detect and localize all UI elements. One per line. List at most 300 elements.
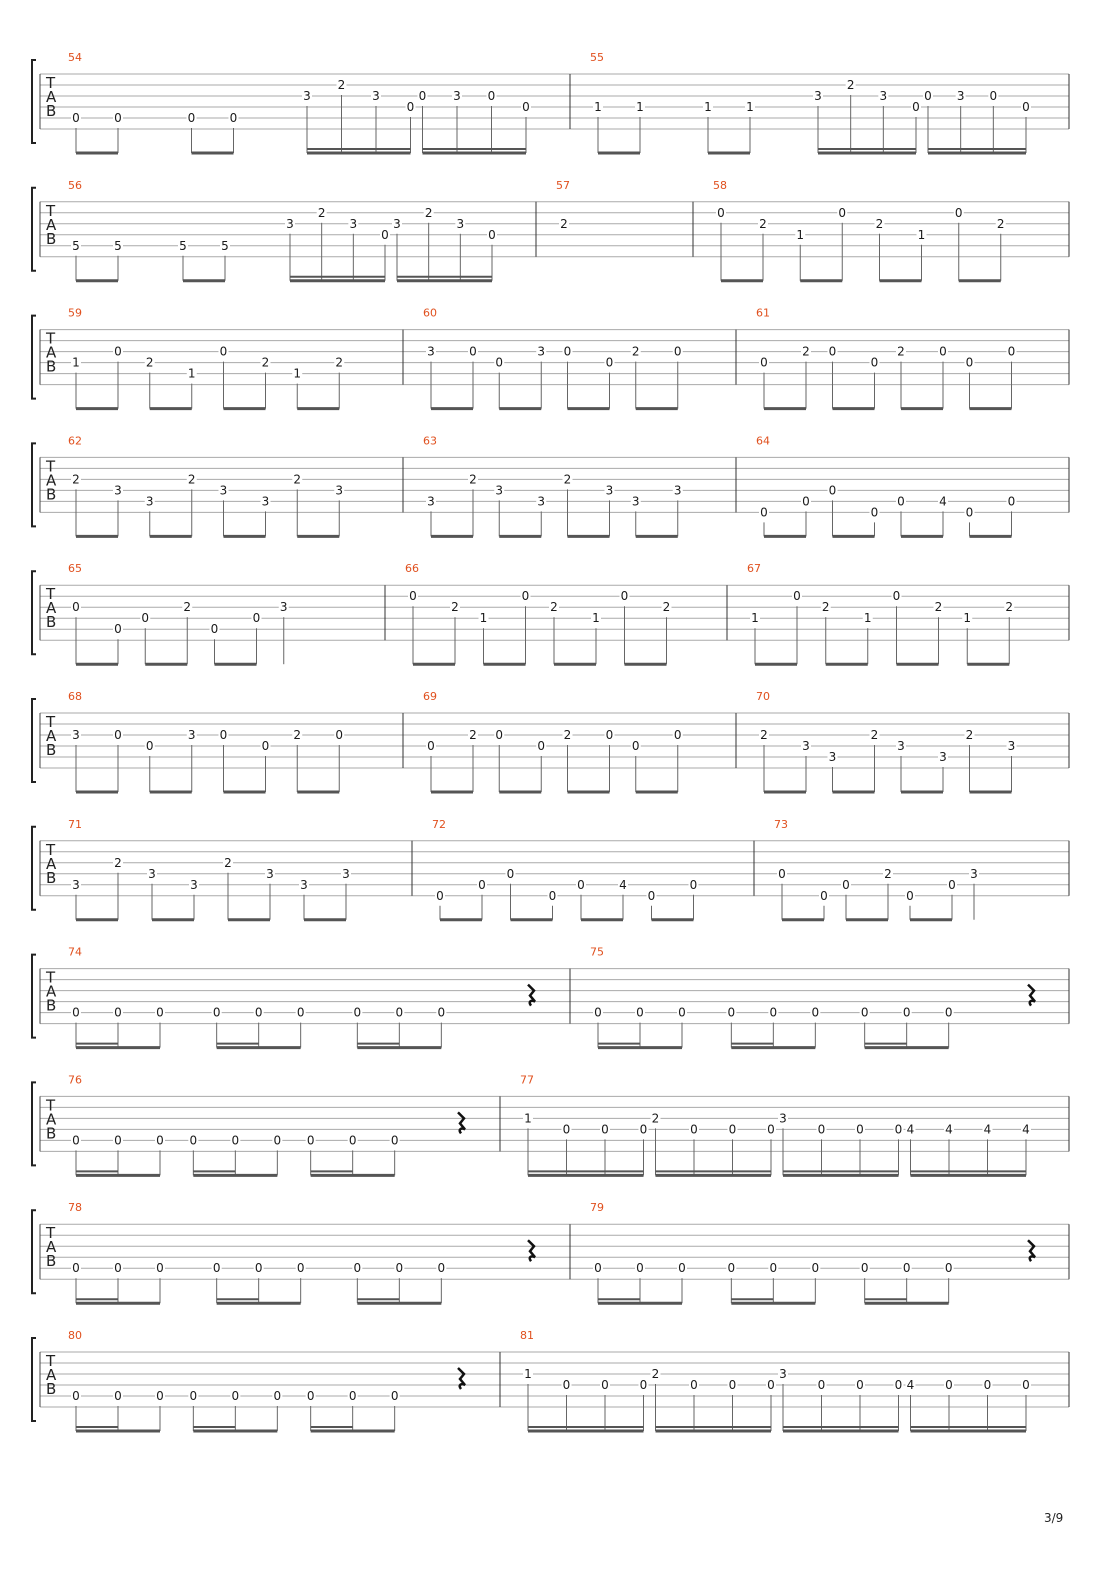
measure-number: 78 [68,1201,82,1215]
fret-number: 2 [563,472,572,487]
fret-number: 3 [495,483,504,498]
fret-number: 2 [802,344,810,359]
fret-number: 5 [72,238,80,253]
fret-number: 0 [156,1005,164,1020]
fret-number: 1 [592,611,600,626]
fret-number: 3 [335,483,344,498]
fret-number: 3 [72,728,80,742]
tab-clef-letter: B [46,229,57,248]
fret-number: 3 [303,89,311,103]
measure-number: 65 [68,562,82,576]
fret-number: 0 [114,1005,122,1020]
fret-number: 0 [1007,344,1016,359]
measure-number: 75 [590,945,604,959]
measure [727,562,1014,664]
tab-clef-letter: B [46,102,57,120]
fret-number: 0 [478,877,486,892]
fret-number: 0 [906,888,914,903]
fret-number: 2 [424,205,433,220]
fret-number: 0 [231,1133,240,1148]
fret-number: 2 [293,472,302,487]
tab-system [32,690,1069,792]
fret-number: 0 [760,505,768,520]
tab-clef-letter: T [46,1352,56,1370]
measure [754,818,979,920]
fret-number: 3 [814,89,822,103]
fret-number: 0 [409,589,417,604]
fret-number: 0 [488,227,496,242]
system-bracket [32,1082,36,1165]
measure-number: 54 [68,51,82,64]
fret-number: 0 [114,728,122,742]
measure [68,434,344,536]
fret-number: 0 [577,877,585,892]
fret-number: 3 [372,89,380,103]
tab-clef-letter: A [46,1110,57,1129]
fret-number: 0 [353,1261,362,1276]
fret-number: 0 [145,739,154,753]
fret-number: 0 [769,1005,778,1020]
fret-number: 2 [651,1367,660,1381]
fret-number: 0 [944,1261,953,1276]
fret-number: 0 [870,355,879,370]
fret-number: 1 [917,227,926,242]
tab-clef-letter: T [46,74,56,92]
tab-clef-letter: T [46,1224,56,1243]
tab-system [32,946,1069,1048]
fret-number: 2 [760,728,768,742]
measure-number: 56 [68,178,82,192]
fret-number: 3 [956,89,965,103]
fret-number: 3 [453,89,461,103]
fret-number: 2 [662,600,671,615]
fret-number: 0 [72,1261,80,1276]
fret-number: 3 [286,216,294,231]
fret-number: 2 [224,855,232,870]
fret-number: 0 [605,355,614,370]
fret-number: 0 [912,100,920,114]
fret-number: 0 [636,1261,644,1276]
fret-number: 2 [183,600,192,615]
measure [403,307,683,409]
measure-number: 61 [756,306,770,320]
fret-number: 0 [252,611,261,626]
measure [68,307,344,409]
fret-number: 0 [381,227,389,242]
fret-number: 0 [273,1389,282,1403]
fret-number: 0 [639,1378,648,1392]
measure [68,1329,465,1431]
system-bracket [32,571,36,654]
measure-number: 73 [774,817,788,831]
fret-number: 0 [156,1261,164,1276]
fret-number: 2 [821,600,830,615]
fret-number: 0 [537,739,546,753]
tab-clef-letter: A [46,343,57,362]
fret-number: 0 [114,1133,122,1148]
fret-number: 0 [769,1261,778,1276]
fret-number: 3 [537,494,546,509]
fret-number: 0 [210,622,219,637]
measure [68,562,289,664]
fret-number: 0 [212,1005,221,1020]
fret-number: 0 [902,1005,911,1020]
fret-number: 0 [728,1378,737,1392]
quarter-rest [458,1112,465,1133]
fret-number: 0 [273,1133,282,1148]
fret-number: 0 [636,1005,644,1020]
fret-number: 2 [875,216,884,231]
fret-number: 4 [1022,1122,1030,1137]
fret-number: 1 [751,611,759,626]
tab-clef-letter: A [46,215,57,234]
tab-clef-letter: B [46,613,57,632]
fret-number: 2 [651,1111,660,1126]
fret-number: 0 [114,1261,122,1276]
fret-number: 2 [187,472,196,487]
tab-clef-letter: B [46,1252,57,1271]
tab-clef-letter: A [46,1366,57,1384]
fret-number: 0 [894,1378,903,1392]
fret-number: 3 [779,1367,787,1381]
fret-number: 0 [965,505,974,520]
quarter-rest [528,1240,535,1261]
fret-number: 3 [266,866,274,881]
fret-number: 0 [811,1005,820,1020]
measure [570,1201,1035,1303]
fret-number: 2 [335,355,344,370]
fret-number: 0 [395,1261,404,1276]
measure-number: 77 [520,1073,534,1087]
tab-clef-letter: T [46,840,56,859]
fret-number: 3 [1007,739,1016,753]
tab-clef-letter: T [46,1096,56,1115]
fret-number: 0 [212,1261,221,1276]
fret-number: 2 [996,216,1005,231]
fret-number: 3 [349,216,358,231]
fret-number: 0 [945,1378,953,1392]
fret-number: 0 [418,89,427,103]
fret-number: 0 [506,866,515,881]
fret-number: 0 [219,344,228,359]
fret-number: 0 [842,877,850,892]
measure [736,690,1017,792]
fret-number: 3 [879,89,888,103]
fret-number: 2 [469,728,477,742]
measure-number: 76 [68,1073,82,1087]
fret-number: 0 [601,1122,609,1137]
fret-number: 0 [437,1261,446,1276]
fret-number: 0 [495,355,504,370]
fret-number: 3 [673,483,682,498]
fret-number: 3 [427,344,435,359]
fret-number: 3 [219,483,228,498]
fret-number: 3 [427,494,435,509]
fret-number: 0 [948,877,956,892]
fret-number: 0 [820,888,828,903]
fret-number: 0 [296,1005,305,1020]
measure [385,562,672,664]
measure-number: 57 [556,178,570,192]
fret-number: 3 [631,494,640,509]
fret-number: 1 [594,100,602,114]
fret-number: 0 [522,100,530,114]
fret-number: 0 [72,600,80,615]
fret-number: 0 [521,589,530,604]
fret-number: 3 [939,750,947,764]
measure-number: 67 [747,562,761,576]
fret-number: 2 [469,472,477,487]
fret-number: 0 [231,1389,240,1403]
measure-number: 81 [520,1329,534,1342]
quarter-rest [458,1368,465,1389]
fret-number: 0 [229,111,238,125]
measure-number: 79 [590,1201,604,1215]
tab-clef-letter: B [46,357,57,376]
fret-number: 0 [870,505,879,520]
fret-number: 0 [335,728,344,742]
fret-number: 0 [1022,100,1030,114]
tab-clef-letter: B [46,741,57,759]
fret-number: 0 [639,1122,648,1137]
fret-number: 1 [963,611,972,626]
fret-number: 0 [156,1389,164,1403]
tab-clef-letter: A [46,471,57,490]
fret-number: 0 [817,1122,826,1137]
measure [536,179,570,257]
fret-number: 3 [802,739,810,753]
fret-number: 0 [965,355,974,370]
fret-number: 3 [300,877,308,892]
measure-number: 58 [713,178,727,192]
fret-number: 1 [479,611,488,626]
fret-number: 0 [114,1389,122,1403]
fret-number: 3 [187,728,196,742]
fret-number: 0 [673,728,682,742]
fret-number: 0 [114,344,122,359]
fret-number: 0 [395,1005,404,1020]
measure [68,1073,465,1175]
quarter-rest [528,985,535,1006]
fret-number: 0 [728,1122,737,1137]
system-bracket [32,827,36,910]
fret-number: 1 [796,227,805,242]
fret-number: 0 [1022,1378,1030,1392]
measure-number: 64 [756,434,770,448]
fret-number: 2 [934,600,943,615]
measure [500,1073,1031,1175]
fret-number: 0 [944,1005,953,1020]
tab-clef-letter: B [46,868,57,887]
tab-clef-letter: T [46,457,56,476]
fret-number: 0 [678,1261,686,1276]
fret-number: 3 [261,494,270,509]
measure [403,690,683,792]
tab-system [32,562,1069,664]
fret-number: 0 [838,205,847,220]
system-bracket [32,1338,36,1421]
fret-number: 0 [254,1005,263,1020]
fret-number: 0 [261,739,270,753]
tab-clef-letter: A [46,727,57,745]
measure [403,434,683,536]
fret-number: 0 [897,494,905,509]
fret-number: 3 [393,216,401,231]
fret-number: 4 [983,1122,992,1137]
fret-number: 0 [817,1378,826,1392]
quarter-rest [1028,1240,1035,1261]
fret-number: 0 [793,589,801,604]
tab-system [32,434,1069,536]
fret-number: 0 [601,1378,609,1392]
fret-number: 0 [727,1005,736,1020]
fret-number: 2 [451,600,459,615]
tab-system [32,307,1069,409]
fret-number: 2 [846,78,855,92]
fret-number: 0 [348,1389,357,1403]
fret-number: 2 [897,344,905,359]
fret-number: 2 [1005,600,1014,615]
fret-number: 4 [619,877,627,892]
fret-number: 0 [1007,494,1016,509]
measure-number: 70 [756,690,770,703]
fret-number: 0 [989,89,998,103]
measure-number: 72 [432,817,446,831]
fret-number: 0 [631,739,640,753]
fret-number: 3 [114,483,122,498]
fret-number: 0 [767,1122,775,1137]
fret-number: 0 [469,344,477,359]
tab-clef-letter: T [46,201,56,220]
fret-number: 0 [802,494,810,509]
fret-number: 3 [148,866,156,881]
fret-number: 2 [884,866,892,881]
tab-clef-letter: B [46,1380,57,1398]
fret-number: 2 [759,216,767,231]
fret-number: 0 [902,1261,911,1276]
fret-number: 0 [594,1261,602,1276]
fret-number: 0 [436,888,444,903]
fret-number: 3 [605,483,614,498]
measure [68,51,531,153]
tab-clef-letter: A [46,854,57,873]
tab-systems [32,51,1069,1431]
fret-number: 3 [456,216,465,231]
fret-number: 4 [906,1378,915,1392]
measure [570,946,1035,1048]
fret-number: 4 [906,1122,915,1137]
tab-clef-letter: A [46,982,57,1001]
fret-number: 0 [296,1261,305,1276]
fret-number: 1 [293,366,302,381]
fret-number: 0 [860,1005,869,1020]
fret-number: 0 [894,1122,903,1137]
fret-number: 0 [828,344,837,359]
fret-number: 0 [390,1389,399,1403]
fret-number: 0 [689,877,698,892]
fret-number: 3 [828,750,837,764]
fret-number: 0 [892,589,901,604]
fret-number: 2 [114,855,122,870]
fret-number: 0 [487,89,496,103]
fret-number: 2 [563,728,572,742]
measure-number: 71 [68,817,82,831]
measure-number: 74 [68,945,82,959]
measure [736,434,1017,536]
fret-number: 3 [72,877,80,892]
fret-number: 0 [647,888,656,903]
fret-number: 0 [562,1122,571,1137]
measure [412,818,699,920]
fret-number: 0 [141,611,150,626]
system-bracket [32,1210,36,1293]
tab-system [32,1201,1069,1303]
fret-number: 0 [954,205,963,220]
fret-number: 0 [690,1122,698,1137]
fret-number: 2 [145,355,154,370]
fret-number: 3 [897,739,905,753]
fret-number: 2 [261,355,270,370]
fret-number: 5 [179,238,187,253]
fret-number: 4 [945,1122,953,1137]
fret-number: 0 [437,1005,446,1020]
fret-number: 5 [221,238,229,253]
measure [68,946,535,1048]
measure [693,179,1006,281]
fret-number: 1 [524,1111,532,1126]
fret-number: 3 [279,600,288,615]
fret-number: 2 [550,600,558,615]
tab-system [32,51,1069,153]
tab-clef-letter: B [46,996,57,1015]
tab-clef-letter: T [46,585,56,604]
fret-number: 3 [190,877,198,892]
measure-number: 63 [423,434,437,448]
fret-number: 3 [342,866,350,881]
fret-number: 0 [219,728,228,742]
tab-clef-letter: A [46,599,57,618]
measure [68,690,344,792]
fret-number: 0 [548,888,557,903]
fret-number: 0 [562,1378,571,1392]
tab-clef-letter: T [46,713,56,731]
tab-clef-letter: T [46,968,56,987]
fret-number: 0 [72,1389,80,1403]
measure-number: 60 [423,306,437,320]
fret-number: 0 [760,355,768,370]
fret-number: 0 [189,1133,198,1148]
fret-number: 2 [337,78,346,92]
tab-clef-letter: T [46,329,56,348]
fret-number: 0 [114,111,122,125]
fret-number: 0 [495,728,504,742]
fret-number: 0 [72,1005,80,1020]
fret-number: 0 [856,1122,864,1137]
fret-number: 0 [348,1133,357,1148]
measure-number: 69 [423,690,437,703]
fret-number: 0 [156,1133,164,1148]
measure [68,1201,535,1303]
measure-number: 62 [68,434,82,448]
fret-number: 0 [778,866,786,881]
fret-number: 0 [254,1261,263,1276]
fret-number: 0 [856,1378,864,1392]
fret-number: 1 [636,100,644,114]
measure [736,307,1017,409]
quarter-rest [1028,985,1035,1006]
fret-number: 0 [427,739,435,753]
system-bracket [32,699,36,782]
